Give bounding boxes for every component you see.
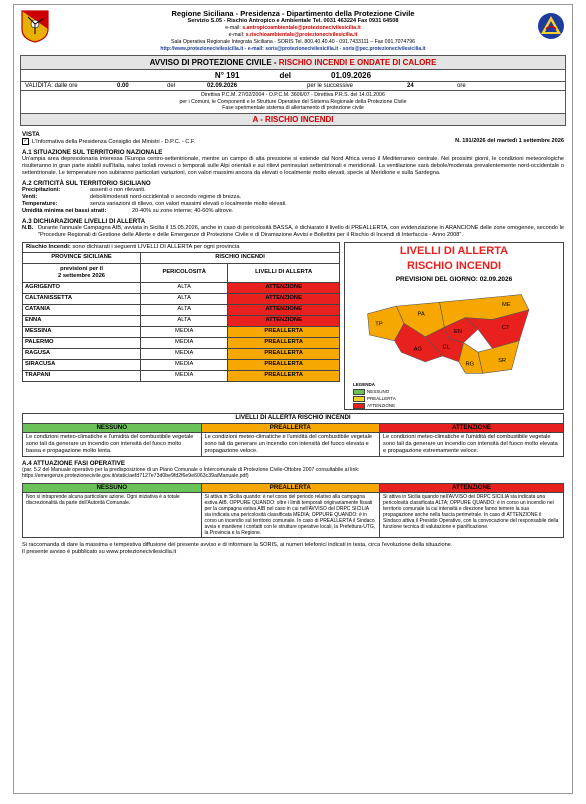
header-links[interactable]: http://www.protezionecivilesicilia.it - e-mail: soris@protezionecivilesicilia.it - soris@pec.protezionecivilesicilia.it: [160, 46, 426, 52]
header-sala: Sala Operativa Regionale Integrata Siciliana - SORIS Tel. 800.40.40.40 - 091.7433111 – Fax 091.7074796: [171, 39, 415, 45]
legend-item: ATTENZIONE: [353, 402, 563, 409]
levels-title: LIVELLI DI ALLERTA: [399, 244, 509, 257]
a2-row: Temperature: senza variazioni di rilievo, con valori massimi elevati o localmente molto elevati.: [22, 200, 287, 207]
province-danger: ALTA: [141, 304, 228, 315]
header: [14, 5, 572, 55]
a2-row: Venti: deboli/moderati nord-occidentali o secondo regime di brezza.: [22, 193, 242, 200]
notice-date: 01.09.2026: [331, 71, 372, 80]
map-label-tp: TP: [375, 321, 383, 328]
province-name: PALERMO: [23, 337, 141, 348]
map-label-ct: CT: [502, 324, 510, 331]
a2-row: Umidità minima nei bassi strati: 20-40% su zone interne; 40-60% altrove.: [22, 207, 234, 214]
footer: Si raccomanda di dare la massima e tempestiva diffusione del presente avviso e di informare la SORIS, ai numeri telefonici indicati in testa, circa l'evoluzione della situazione. Il presente avviso è pubblicato su www.protezionecivilesicilia.it: [14, 540, 572, 558]
levels-description-table: LIVELLI DI ALLERTA RISCHIO INCENDI NESSUNO PREALLERTA ATTENZIONE Le condizioni meteo-climatiche e l'umidità del combustibile vegetale sono tali da generare un incendio con intensità del fuoco molto bassa e propagazione molto lenta. Le condizioni meteo-climatiche e l'umidità del combustibile vegetale sono tali da generare un incendio con intensità del fuoco elevata e propagazione veloce. Le condizioni meteo-climatiche e l'umidità del combustibile vegetale sono tali da generare un incendio con intensità del fuoco molto elevata e propagazione estremamente veloce.: [22, 413, 564, 457]
province-alert-level: ATTENZIONE: [228, 315, 340, 326]
province-name: SIRACUSA: [23, 359, 141, 370]
province-danger: MEDIA: [141, 359, 228, 370]
province-row: [23, 282, 340, 293]
province-danger: ALTA: [141, 315, 228, 326]
province-alert-level: PREALLERTA: [228, 348, 340, 359]
province-alert-level: PREALLERTA: [228, 326, 340, 337]
legend-swatch: [353, 403, 365, 409]
a1-heading: A.1 SITUAZIONE SUL TERRITORIO NAZIONALE: [22, 148, 163, 156]
notice-number-row: N° 191 del 01.09.2026: [21, 70, 565, 82]
legend-item: NESSUNO: [353, 388, 563, 395]
content-body: [14, 126, 572, 541]
a3-note: N.B. Durante l'annuale Campagna AIB, avviata in Sicilia il 15.05.2026, anche in caso di pericolosità BASSA, è dichiarato il livello di PREALLERTA, con evidenziazione in ARANCIONE delle zone omogenee, secondo le "Procedure Regionali di Gestione delle Allerte e delle Emergenze di Protezione Civile e di Diramazione Avvisi e Bollettini per il Rischio di Incendi di Interfaccia - Anno 2008".: [22, 224, 564, 238]
map-label-rg: RG: [465, 361, 475, 368]
email-label: e-mail:: [228, 32, 245, 38]
province-row: [23, 326, 340, 337]
vista-heading: VISTA: [22, 130, 40, 138]
a2-row: Precipitazioni: assenti o non rilevanti.: [22, 186, 146, 193]
map-legend: LEGENDA NESSUNO PREALLERTA ATTENZIONE: [353, 381, 563, 409]
province-row: [23, 359, 340, 370]
legend-swatch: [353, 396, 365, 402]
email-label: e-mail:: [225, 25, 241, 31]
levels-forecast: PREVISIONI DEL GIORNO: 02.09.2026: [395, 275, 513, 283]
province-name: ENNA: [23, 315, 141, 326]
province-danger: ALTA: [141, 293, 228, 304]
province-name: TRAPANI: [23, 370, 141, 381]
validity-row: VALIDITÀ: dalle ore 0.00 del 02.09.2026 per le successive 24 ore: [21, 82, 565, 91]
phase-attention-desc: Si attiva in Sicilia quando nell'AVVISO del DRPC SICILIA sia indicata una pericolosità classificata ALTA; OPPURE QUANDO: è in corso un incendio nel territorio comunale la cui intensità e direzione fanno temere la sua propagazione anche nella fascia perimetrale. In caso di ATTENZIONE il Sindaco attiva il Presidio Operativo, con la convocazione del responsabile della funzione tecnica di valutazione e pianificazione.: [380, 493, 564, 538]
a3-heading: A.3 DICHIARAZIONE LIVELLI DI ALLERTA: [22, 217, 146, 225]
phase-prealert-desc: Si attiva in Sicilia quando: è nel corso del periodo relativo alla campagna estiva AIB. OPPURE QUANDO: oltre i limiti temporali originariamente fissati per la campagna estiva AIB nel caso in cui nell'AVVISO del DRPC SICILIA sia indicata una pericolosità classificata MEDIA; OPPURE QUANDO: è in corso un incendio sul territorio comunale. In caso di PREALLERTA il Sindaco avvia e mantiene i contatti con le strutture operative locali, la Prefettura-UTG, la Provincia e la Regione.: [201, 493, 380, 538]
province-danger: MEDIA: [141, 326, 228, 337]
a2-heading: A.2 CRITICITÀ SUL TERRITORIO SICILIANO: [22, 179, 151, 187]
province-row: [23, 315, 340, 326]
province-alert-level: ATTENZIONE: [228, 293, 340, 304]
province-row: [23, 370, 340, 381]
footer-website: Il presente avviso è pubblicato su www.protezionecivilesicilia.it: [22, 549, 177, 556]
province-alert-level: ATTENZIONE: [228, 304, 340, 315]
province-danger: ALTA: [141, 282, 228, 293]
vista-row: ✓ L'Informativa della Presidenza Consiglio dei Ministri - D.P.C. - C.F. N. 191/2026 del martedì 1 settembre 2026: [23, 137, 564, 145]
notice-box: [20, 55, 566, 126]
notice-number: N° 191: [214, 71, 240, 80]
legend-swatch: [353, 389, 365, 395]
sicily-alert-map: [356, 285, 552, 381]
province-alert-level: ATTENZIONE: [228, 282, 340, 293]
notice-title: AVVISO DI PROTEZIONE CIVILE - RISCHIO INCENDI E ONDATE DI CALORE: [21, 56, 565, 70]
province-alert-level: PREALLERTA: [228, 370, 340, 381]
province-table: PROVINCE SICILIANE RISCHIO INCENDI previsioni per il 2 settembre 2026 PERICOLOSITÀ LIVELLI DI ALLERTA AGRIGENTO ALTA ATTENZIONE CALTANISSETTA ALTA ATTENZIONE CATANIA ALTA ATTENZIONE ENNA ALTA ATTENZIONE MESSINA MEDIA PREALLERTA PALERMO MEDIA PREALLERTA RAGUSA MEDIA PREALLERTA SIRACUSA MEDIA PREALLERTA TRAPANI MEDIA PREALLERTA: [22, 252, 340, 382]
alert-section: [22, 242, 564, 410]
operative-phases-table: NESSUNO PREALLERTA ATTENZIONE Non si intraprende alcuna particolare azione. Ogni iniziativa è a totale discrezionalità da parte dell'Autorità Comunale. Si attiva in Sicilia quando: è nel corso del periodo relativo alla campagna estiva AIB. OPPURE QUANDO: oltre i limiti temporali originariamente fissati per la campagna estiva AIB nel caso in cui nell'AVVISO del DRPC SICILIA sia indicata una pericolosità classificata MEDIA; OPPURE QUANDO: è in corso un incendio sul territorio comunale. In caso di PREALLERTA il Sindaco avvia e mantiene i contatti con le strutture operative locali, la Prefettura-UTG, la Provincia e la Regione. Si attiva in Sicilia quando nell'AVVISO del DRPC SICILIA sia indicata una pericolosità classificata ALTA; OPPURE QUANDO: è in corso un incendio nel territorio comunale la cui intensità e direzione fanno temere la sua propagazione anche nella fascia perimetrale. In caso di ATTENZIONE il Sindaco attiva il Presidio Operativo, con la convocazione del responsabile della funzione tecnica di valutazione e pianificazione.: [22, 483, 564, 539]
header-title: Regione Siciliana - Presidenza - Dipartimento della Protezione Civile: [171, 9, 415, 18]
a4-heading: A.4 ATTUAZIONE FASI OPERATIVE: [22, 459, 126, 467]
legend-item: PREALLERTA: [353, 395, 563, 402]
level-none-desc: Le condizioni meteo-climatiche e l'umidità del combustibile vegetale sono tali da generare un incendio con intensità del fuoco molto bassa e propagazione molto lenta.: [23, 433, 202, 456]
phase-none-desc: Non si intraprende alcuna particolare azione. Ogni iniziativa è a totale discrezionalità da parte dell'Autorità Comunale.: [23, 493, 202, 538]
map-label-ag: AG: [413, 346, 422, 353]
province-name: RAGUSA: [23, 348, 141, 359]
document-page: [13, 4, 573, 794]
map-label-en: EN: [454, 328, 462, 335]
province-name: AGRIGENTO: [23, 282, 141, 293]
checkbox-checked-icon: ✓: [23, 137, 28, 144]
province-danger: MEDIA: [141, 348, 228, 359]
a1-text: Un'ampia area depressionaria interessa l'Europa centro-settentrionale, mentre un campo di alta pressione si estende dal Nord Africa verso il Mediterraneo centrale. Nei prossimi giorni, le condizioni meteorologiche risulteranno in gran parte stabili sull'Italia, salvo isolati rovesci o temporali sulle Alpi orientali e sui rilievi peninsulari settentrionali e meridionali. La ventilazione sarà debole/moderata prevalentemente nord-occidentale o settentrionale. Le temperature non subiranno particolari variazioni, con valori massimi ancora da elevati o localmente molto elevati, specie al Meridione e sulla Sardegna.: [22, 155, 564, 176]
province-row: [23, 337, 340, 348]
region-sicily-logo-icon: [20, 9, 50, 43]
province-caption: Rischio Incendi: sono dichiarati i seguenti LIVELLI DI ALLERTA per ogni provincia: [22, 242, 340, 252]
province-danger: MEDIA: [141, 337, 228, 348]
province-table-wrap: [22, 242, 340, 410]
province-name: CATANIA: [23, 304, 141, 315]
level-prealert-desc: Le condizioni meteo-climatiche e l'umidità del combustibile vegetale sono tali da generare un incendio con intensità del fuoco elevata e propagazione veloce.: [201, 433, 380, 456]
alert-levels-box: [344, 242, 564, 410]
civil-protection-logo-icon: [536, 9, 566, 43]
province-name: MESSINA: [23, 326, 141, 337]
province-row: [23, 348, 340, 359]
map-label-pa: PA: [417, 311, 425, 318]
email-link-2[interactable]: s.rischioambientale@protezionecivilesicilia.it: [245, 32, 358, 38]
directives: Direttiva P.C.M. 27/02/2004 - O.P.C.M. 3606/07 - Direttiva P.R.S. del 14.01.2006 per i Comuni, le Componenti e le Strutture Operative del Sistema Regionale della Protezione Civile Fase sperimentale sistema di allertamento di protezione civile: [21, 91, 565, 114]
province-name: CALTANISSETTA: [23, 293, 141, 304]
header-text: [50, 9, 536, 53]
province-danger: MEDIA: [141, 370, 228, 381]
a2-list: [22, 187, 564, 215]
province-row: [23, 304, 340, 315]
map-label-sr: SR: [498, 357, 507, 364]
map-label-cl: CL: [442, 344, 450, 351]
email-link-1[interactable]: s.antropicoambientale@protezionecivilesicilia.it: [242, 25, 361, 31]
province-alert-level: PREALLERTA: [228, 359, 340, 370]
levels-subtitle: RISCHIO INCENDI: [406, 259, 502, 272]
a4-text: (par. 5.2 del Manuale operativo per la predisposizione di un Piano Comunale o Intercomunale di Protezione Civile-Ottobre 2007 consultabile al link: https://emergenze.protezionecivile.gov.it/static/aefd7127e73d0be9fd2f6e9e6063c39a/Manuale.pdf): [22, 466, 360, 480]
map-label-me: ME: [502, 301, 511, 308]
header-service: Servizio S.05 - Rischio Antropico e Ambientale Tel. 0031 463224 Fax 0931 64508: [187, 18, 399, 24]
level-attention-desc: Le condizioni meteo-climatiche e l'umidità del combustibile vegetale sono tali da generare un incendio con intensità del fuoco molto elevata e propagazione estremamente veloce.: [380, 433, 564, 456]
province-alert-level: PREALLERTA: [228, 337, 340, 348]
section-a-title: A - RISCHIO INCENDI: [21, 114, 565, 125]
province-row: [23, 293, 340, 304]
